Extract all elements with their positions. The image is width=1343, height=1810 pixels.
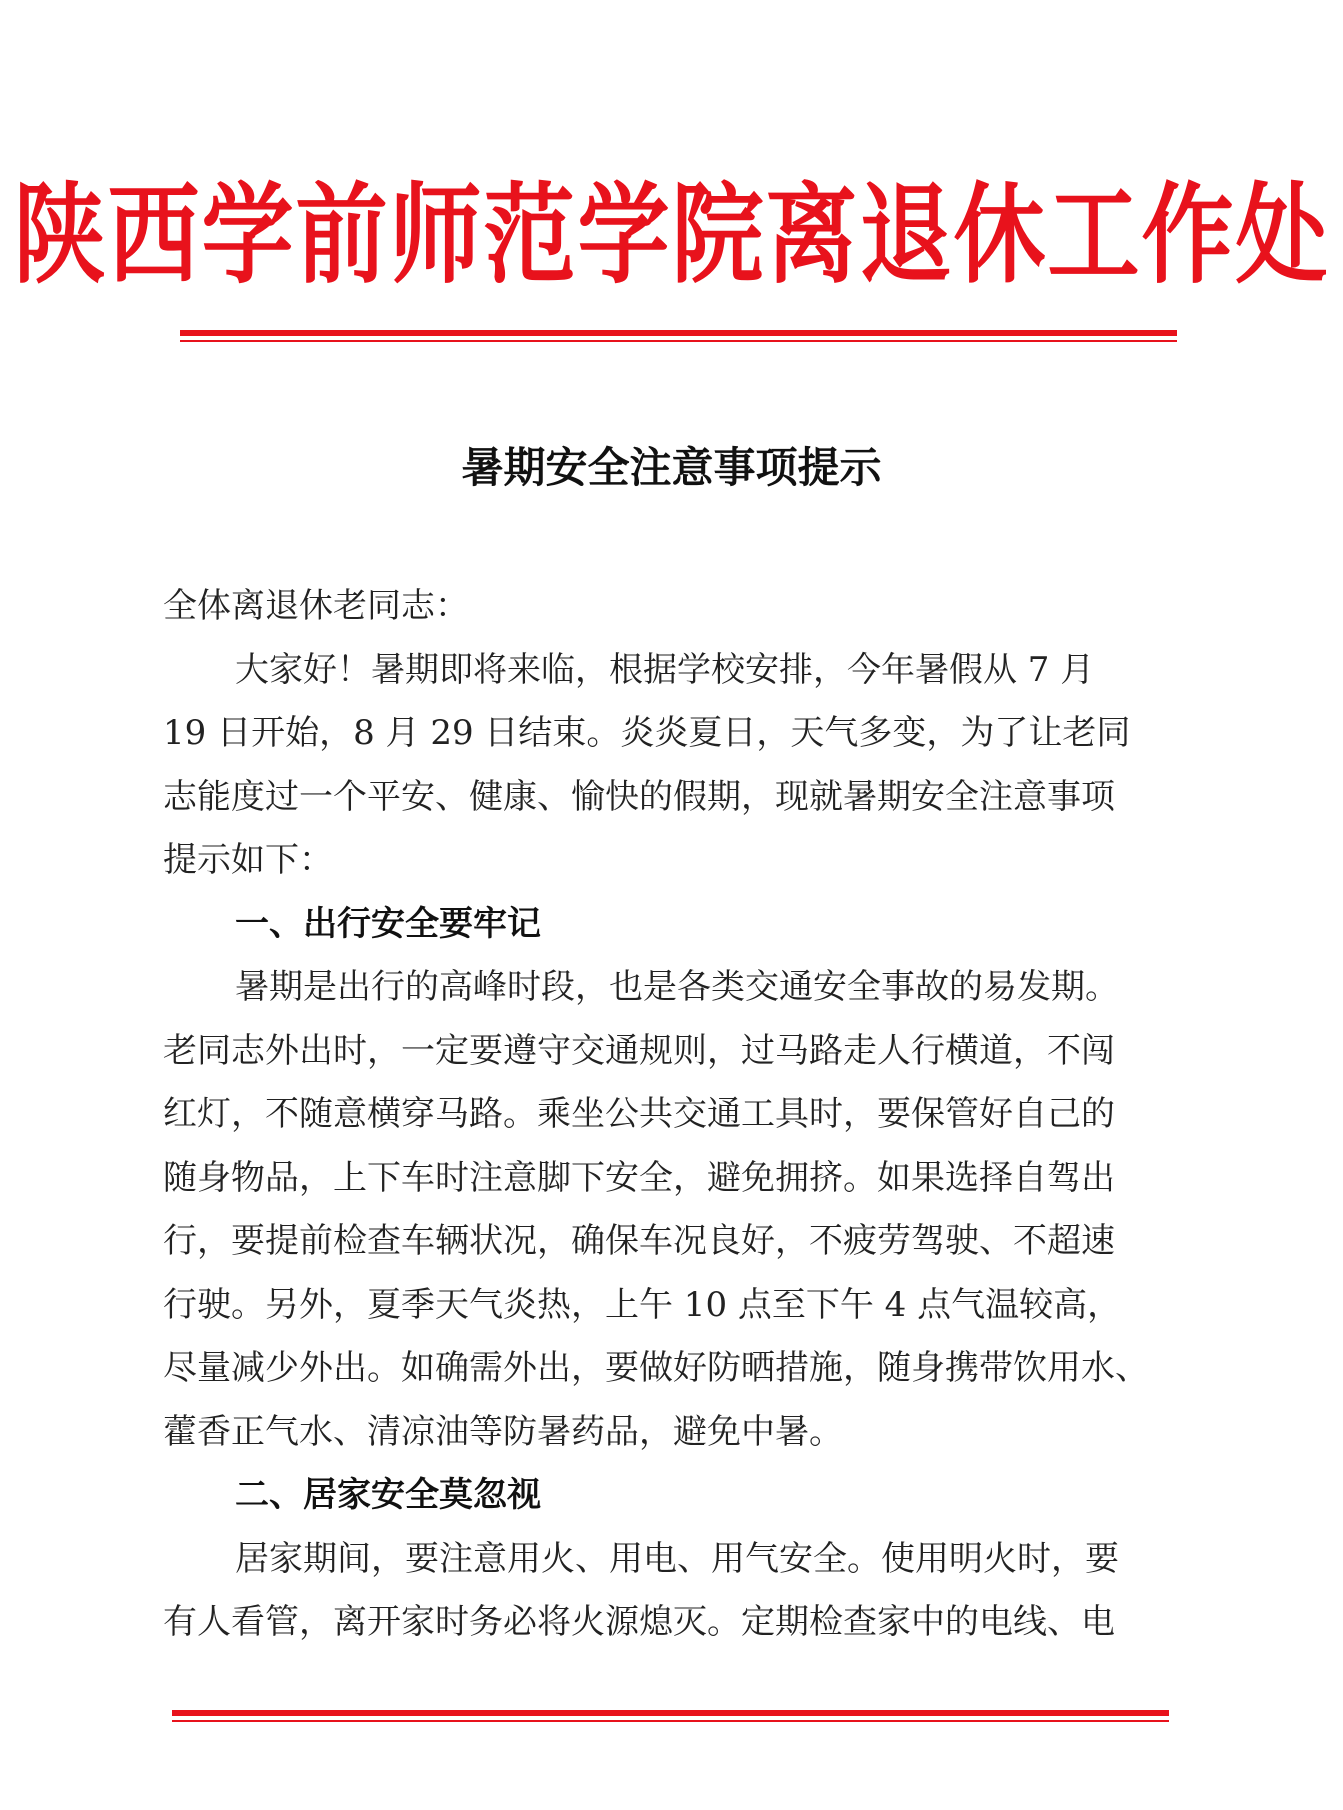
body-line: 有人看管，离开家时务必将火源熄灭。定期检查家中的电线、电 — [163, 1602, 1115, 1642]
document-body — [163, 575, 1203, 1655]
body-line: 行，要提前检查车辆状况，确保车况良好，不疲劳驾驶、不超速 — [163, 1221, 1115, 1261]
document-title: 暑期安全注意事项提示 — [461, 443, 882, 492]
footer-red-rule-thick — [172, 1710, 1169, 1716]
body-line: 暑期是出行的高峰时段，也是各类交通安全事故的易发期。 — [235, 967, 1119, 1007]
letterhead-red-rule-thick — [180, 330, 1177, 336]
letterhead-red-rule-thin — [180, 340, 1177, 342]
footer-red-rule-thin — [172, 1720, 1169, 1722]
body-line: 19 日开始，8 月 29 日结束。炎炎夏日，天气多变，为了让老同 — [163, 713, 1131, 753]
body-line: 大家好！暑期即将来临，根据学校安排，今年暑假从 7 月 — [235, 649, 1095, 690]
body-line: 随身物品，上下车时注意脚下安全，避免拥挤。如果选择自驾出 — [163, 1157, 1115, 1198]
section-heading-travel-safety: 一、出行安全要牢记 — [235, 903, 541, 944]
body-line: 行驶。另外，夏季天气炎热，上午 10 点至下午 4 点气温较高， — [163, 1284, 1122, 1325]
body-line: 居家期间，要注意用火、用电、用气安全。使用明火时，要 — [235, 1538, 1119, 1579]
body-line: 红灯，不随意横穿马路。乘坐公共交通工具时，要保管好自己的 — [163, 1094, 1115, 1134]
body-line: 志能度过一个平安、健康、愉快的假期，现就暑期安全注意事项 — [163, 776, 1115, 817]
salutation-line: 全体离退休老同志： — [163, 586, 469, 626]
body-line: 提示如下： — [163, 840, 333, 880]
body-line: 尽量减少外出。如确需外出，要做好防晒措施，随身携带饮用水、 — [163, 1348, 1149, 1388]
body-line: 藿香正气水、清凉油等防暑药品，避免中暑。 — [163, 1411, 843, 1452]
letterhead-organization-name: 陕西学前师范学院离退休工作处 — [13, 172, 1330, 299]
body-line: 老同志外出时，一定要遵守交通规则，过马路走人行横道，不闯 — [163, 1030, 1115, 1071]
section-heading-home-safety: 二、居家安全莫忽视 — [235, 1475, 541, 1515]
